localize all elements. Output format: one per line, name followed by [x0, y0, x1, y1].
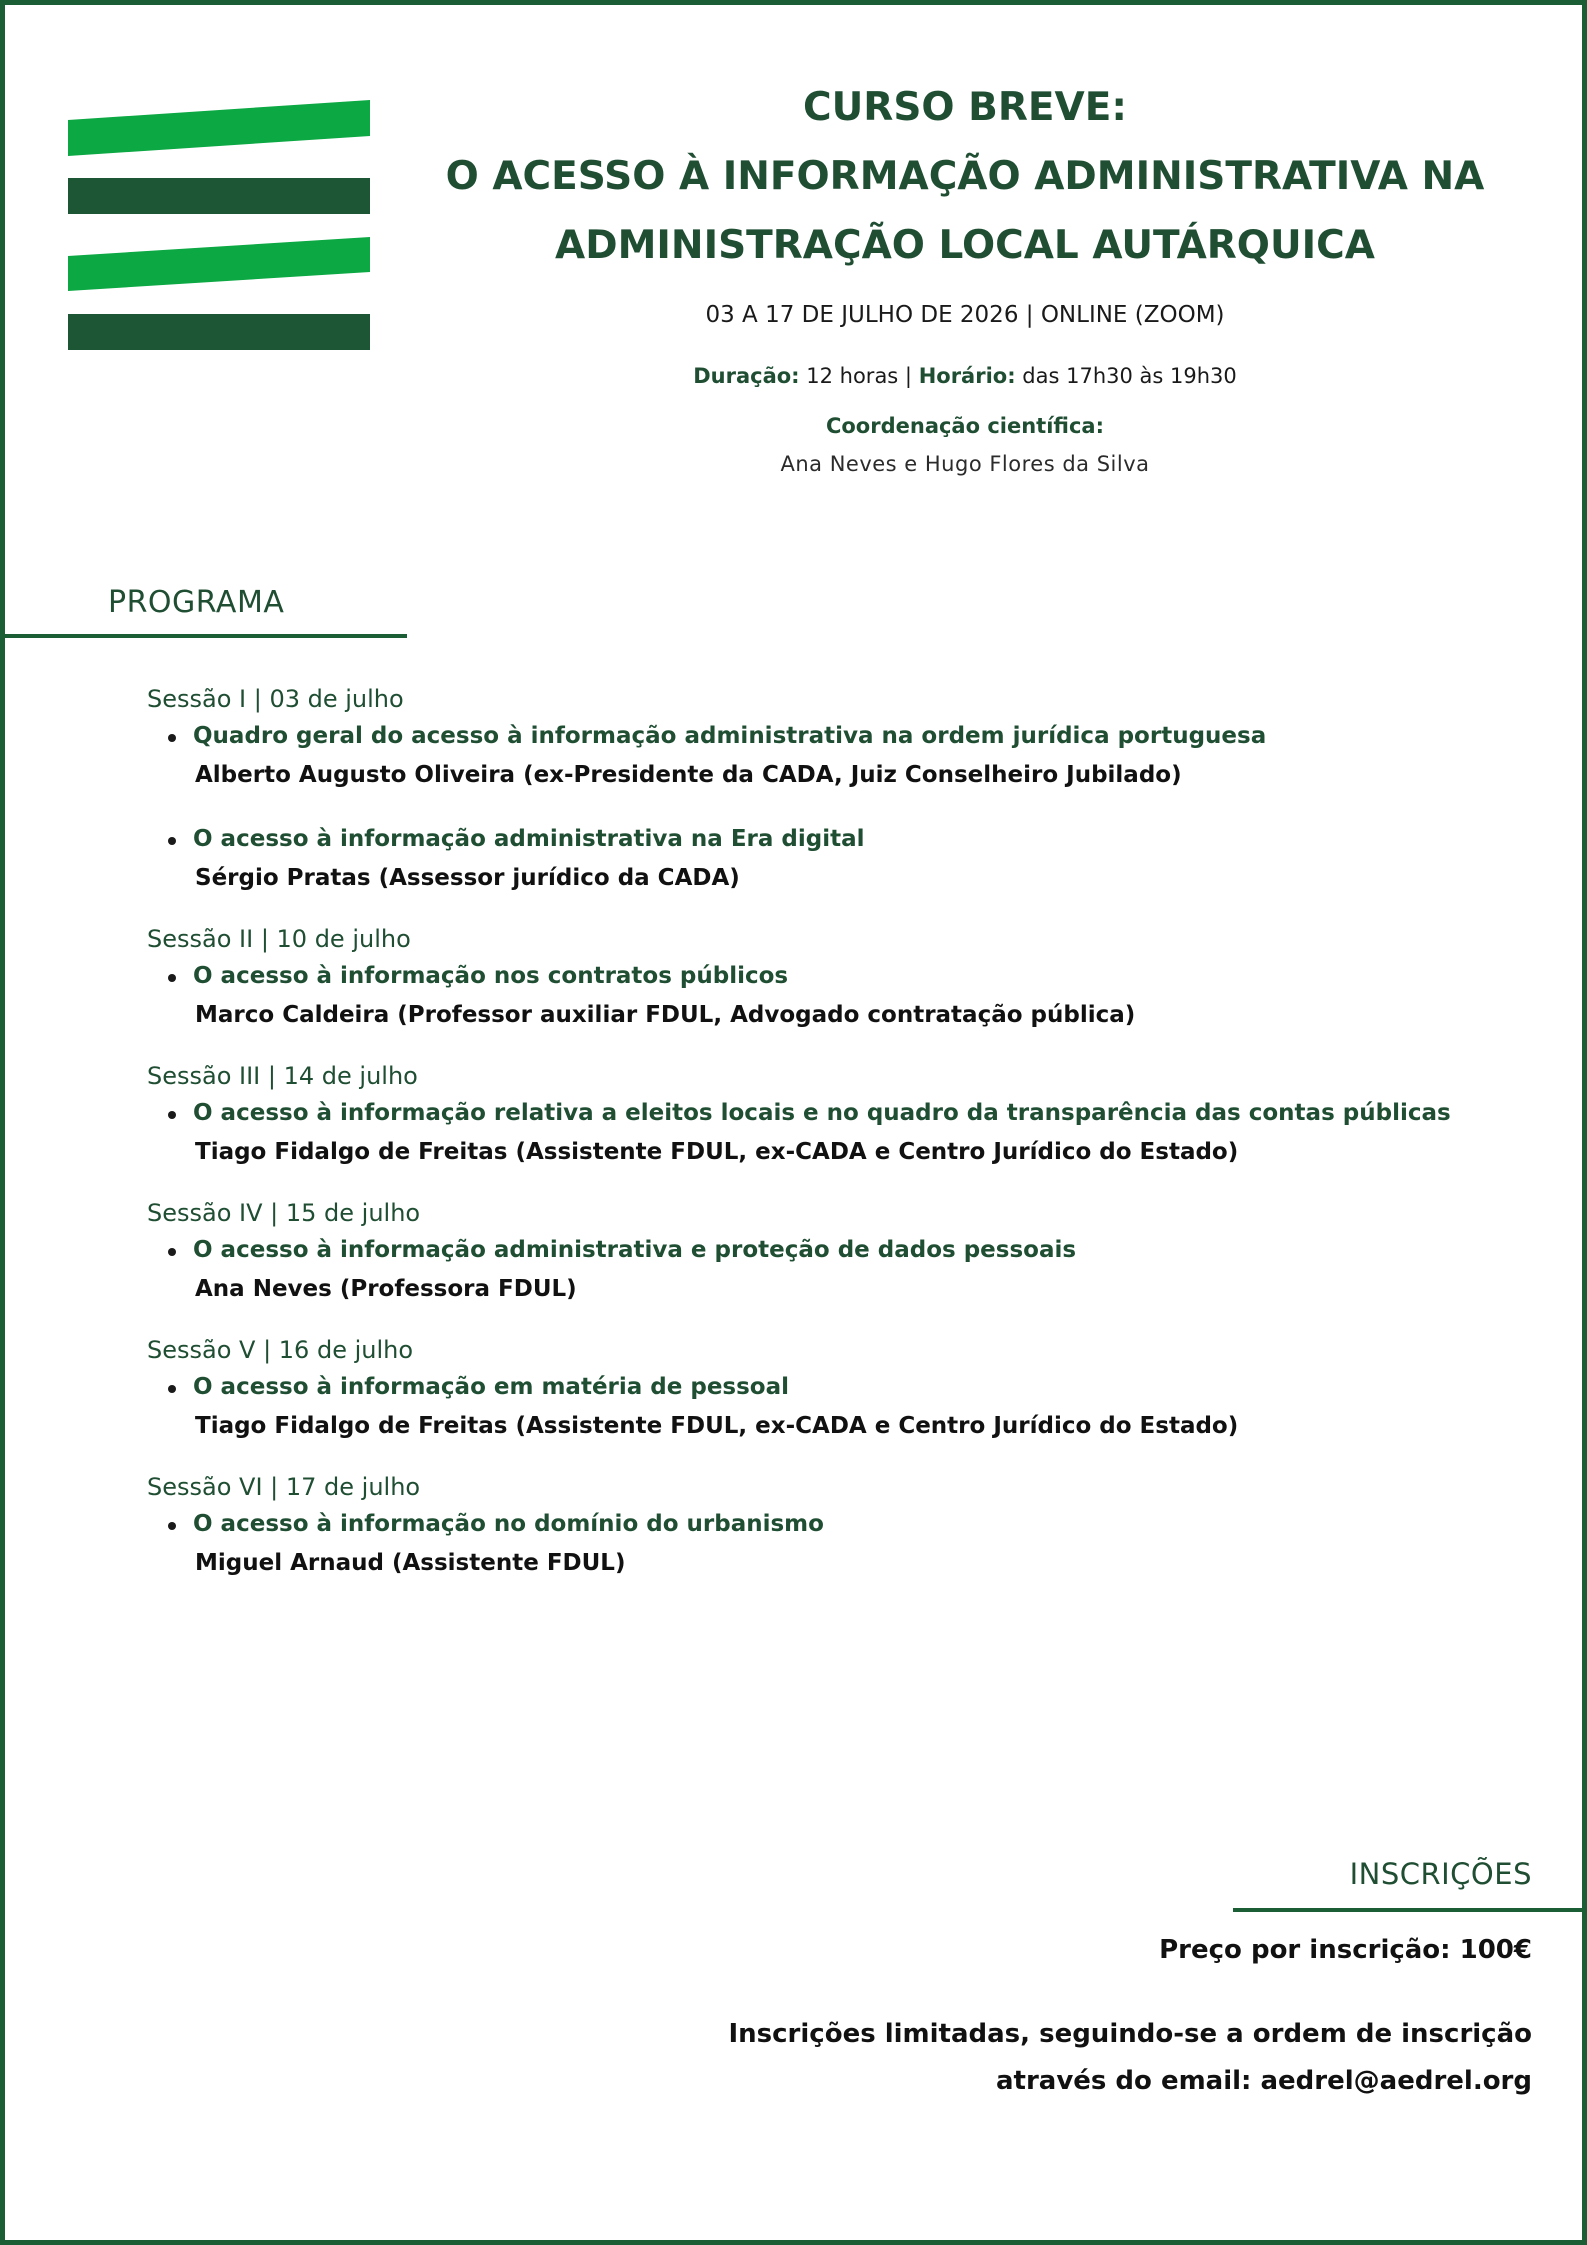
talk-speaker: Alberto Augusto Oliveira (ex-Presidente da CADA, Juiz Conselheiro Jubilado)	[195, 762, 1182, 788]
session-1	[147, 685, 1527, 891]
course-title	[405, 73, 1525, 280]
session-label: Sessão III | 14 de julho	[147, 1062, 418, 1090]
coordination-names: Ana Neves e Hugo Flores da Silva	[780, 452, 1150, 476]
talk-title: O acesso à informação nos contratos públicos	[147, 963, 1527, 989]
session-3	[147, 1062, 1527, 1165]
programa-divider	[5, 634, 407, 638]
schedule-value: das 17h30 às 19h30	[1015, 364, 1237, 388]
talk-item	[147, 963, 1527, 1028]
talk-title: Quadro geral do acesso à informação administrativa na ordem jurídica portuguesa	[147, 723, 1527, 749]
talk-item	[147, 723, 1527, 788]
talk-title: O acesso à informação administrativa na Era digital	[147, 826, 1527, 852]
course-title-line-3: ADMINISTRAÇÃO LOCAL AUTÁRQUICA	[555, 223, 1375, 268]
session-4	[147, 1199, 1527, 1302]
course-title-line-2: O ACESSO À INFORMAÇÃO ADMINISTRATIVA NA	[445, 154, 1485, 199]
talk-speaker: Marco Caldeira (Professor auxiliar FDUL, Advogado contratação pública)	[195, 1002, 1136, 1028]
price-text: Preço por inscrição: 100€	[1159, 1935, 1532, 1965]
talk-item	[147, 1374, 1527, 1439]
logo-stripes-icon	[68, 100, 370, 352]
session-label: Sessão I | 03 de julho	[147, 685, 404, 713]
session-5	[147, 1336, 1527, 1439]
talk-title: O acesso à informação no domínio do urbanismo	[147, 1511, 1527, 1537]
talk-title: O acesso à informação administrativa e proteção de dados pessoais	[147, 1237, 1527, 1263]
talk-speaker: Ana Neves (Professora FDUL)	[195, 1276, 577, 1302]
talk-title: O acesso à informação relativa a eleitos locais e no quadro da transparência das contas públicas	[147, 1100, 1527, 1126]
registration-info-line-1: Inscrições limitadas, seguindo-se a ordem de inscrição	[728, 2019, 1532, 2049]
inscricoes-divider	[1233, 1908, 1587, 1912]
duration-value: 12 horas |	[799, 364, 919, 388]
session-label: Sessão IV | 15 de julho	[147, 1199, 421, 1227]
talk-item	[147, 1100, 1527, 1165]
duration-schedule	[405, 364, 1525, 388]
header	[405, 73, 1525, 476]
course-title-line-1: CURSO BREVE:	[803, 85, 1127, 130]
coordination-label: Coordenação científica:	[825, 414, 1105, 438]
duration-label: Duração:	[693, 364, 800, 388]
talk-speaker: Tiago Fidalgo de Freitas (Assistente FDUL, ex-CADA e Centro Jurídico do Estado)	[195, 1413, 1239, 1439]
session-2	[147, 925, 1527, 1028]
session-label: Sessão V | 16 de julho	[147, 1336, 414, 1364]
inscricoes-heading: INSCRIÇÕES	[1349, 1857, 1532, 1891]
talk-item	[147, 1511, 1527, 1576]
talk-title: O acesso à informação em matéria de pessoal	[147, 1374, 1527, 1400]
logo-stripe-1	[68, 100, 370, 156]
talk-speaker: Tiago Fidalgo de Freitas (Assistente FDUL, ex-CADA e Centro Jurídico do Estado)	[195, 1139, 1239, 1165]
programa-heading: PROGRAMA	[108, 585, 285, 620]
talk-item	[147, 1237, 1527, 1302]
registration-info	[632, 2011, 1532, 2105]
logo-stripe-4	[68, 314, 370, 350]
program-list	[147, 685, 1527, 1610]
talk-item	[147, 826, 1527, 891]
talk-speaker: Sérgio Pratas (Assessor jurídico da CADA)	[195, 865, 740, 891]
course-dates: 03 A 17 DE JULHO DE 2026 | ONLINE (ZOOM)	[705, 302, 1225, 328]
logo-stripe-3	[68, 237, 370, 291]
session-6	[147, 1473, 1527, 1576]
session-label: Sessão II | 10 de julho	[147, 925, 411, 953]
registration-email-line: através do email: aedrel@aedrel.org	[995, 2066, 1532, 2096]
session-label: Sessão VI | 17 de julho	[147, 1473, 421, 1501]
logo-stripe-2	[68, 178, 370, 214]
talk-speaker: Miguel Arnaud (Assistente FDUL)	[195, 1550, 626, 1576]
schedule-label: Horário:	[918, 364, 1016, 388]
